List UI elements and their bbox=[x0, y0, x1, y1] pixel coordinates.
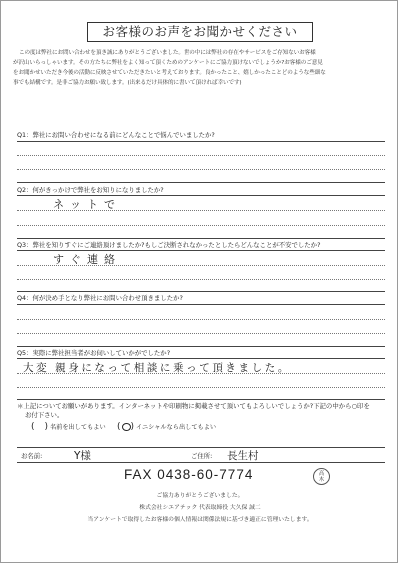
question-2-answer: ネットで bbox=[53, 198, 121, 211]
intro-text bbox=[13, 48, 389, 88]
address-label: ご住所: bbox=[191, 452, 213, 460]
question-5-label: Q5：実際に弊社担当者がお伺いしていかがでしたか? bbox=[17, 349, 171, 357]
footer-company: 株式会社シエアテック 代表取締役 大久保 誠二 bbox=[139, 505, 261, 511]
question-3-label: Q3：弊社を知りすぐにご連絡頂けましたか?もしご決断されなかったとしたらどんなことが不安でしたか? bbox=[17, 241, 321, 249]
consent-note: ＊上記についてお願いがあります。インターネットや印刷物に掲載させて頂いてもよろしいでしょうか?下記の中から○印を bbox=[17, 402, 370, 410]
name-value[interactable]: Y様 bbox=[74, 450, 91, 462]
page-title: お客様のお声をお聞かせください bbox=[87, 22, 313, 42]
question-4-answer-box[interactable] bbox=[17, 304, 385, 347]
fax-number: FAX 0438-60-7774 bbox=[124, 467, 254, 482]
question-4-label: Q4：何が決め手となり弊社にお問い合わせ頂きましたか? bbox=[17, 294, 183, 302]
question-1-answer-box[interactable] bbox=[17, 141, 385, 183]
footer-thanks: ご協力ありがとうございました。 bbox=[156, 493, 244, 499]
name-label: お名前: bbox=[21, 452, 43, 460]
question-2-label: Q2：何がきっかけで弊社をお知りになりましたか? bbox=[17, 186, 164, 194]
consent-note-2: お付下さい。 bbox=[25, 411, 64, 419]
question-3-answer-box[interactable] bbox=[17, 250, 385, 292]
intro-line: この度は弊社にお問い合わせを頂き誠にありがとうございました。世の中には弊社の存在やサービスをご存知ないお客様 bbox=[19, 50, 316, 56]
question-1-label: Q1：弊社にお問い合わせになる前にどんなことで悩んでいましたか? bbox=[17, 131, 215, 139]
option-full-name-label: 名前を出してもよい bbox=[50, 424, 106, 431]
selected-circle-mark bbox=[122, 423, 131, 431]
intro-line: 事でも結構です。是非ご協力お願い致します。(出来るだけ具体的に書いて頂ければ幸いです) bbox=[13, 80, 242, 86]
option-full-name[interactable]: ( ) 名前を出してもよい bbox=[31, 422, 106, 432]
option-initial-label: イニシャルなら出してもよい bbox=[136, 424, 217, 431]
option-initial[interactable]: ( ) イニシャルなら出してもよい bbox=[117, 422, 217, 432]
question-5-answer: 大変 親身になって相談に乗って頂きました。 bbox=[23, 362, 291, 374]
intro-line: をお聞かせいただき今後の活動に反映させていただきたいと考えております。良かったこと、嬉しかったことどのような些細な bbox=[13, 70, 326, 76]
intro-line: が沢山いらっしゃいます。その方たちに弊社をよく知って頂くためのアンケートにご協力頂けないでしょうか?お客様のご意見 bbox=[13, 60, 323, 66]
address-value[interactable]: 長生村 bbox=[227, 450, 259, 462]
footer-privacy: 当アンケートで取得したお客様の個人情報は関係法規に基づき適正に管理いたします。 bbox=[87, 517, 313, 523]
company-seal-stamp: 高 木 bbox=[313, 468, 330, 485]
question-2-answer-box[interactable] bbox=[17, 195, 385, 239]
question-5-answer-box[interactable] bbox=[17, 358, 385, 400]
name-address-row bbox=[17, 447, 385, 463]
question-3-answer: すぐ連絡 bbox=[53, 253, 121, 266]
